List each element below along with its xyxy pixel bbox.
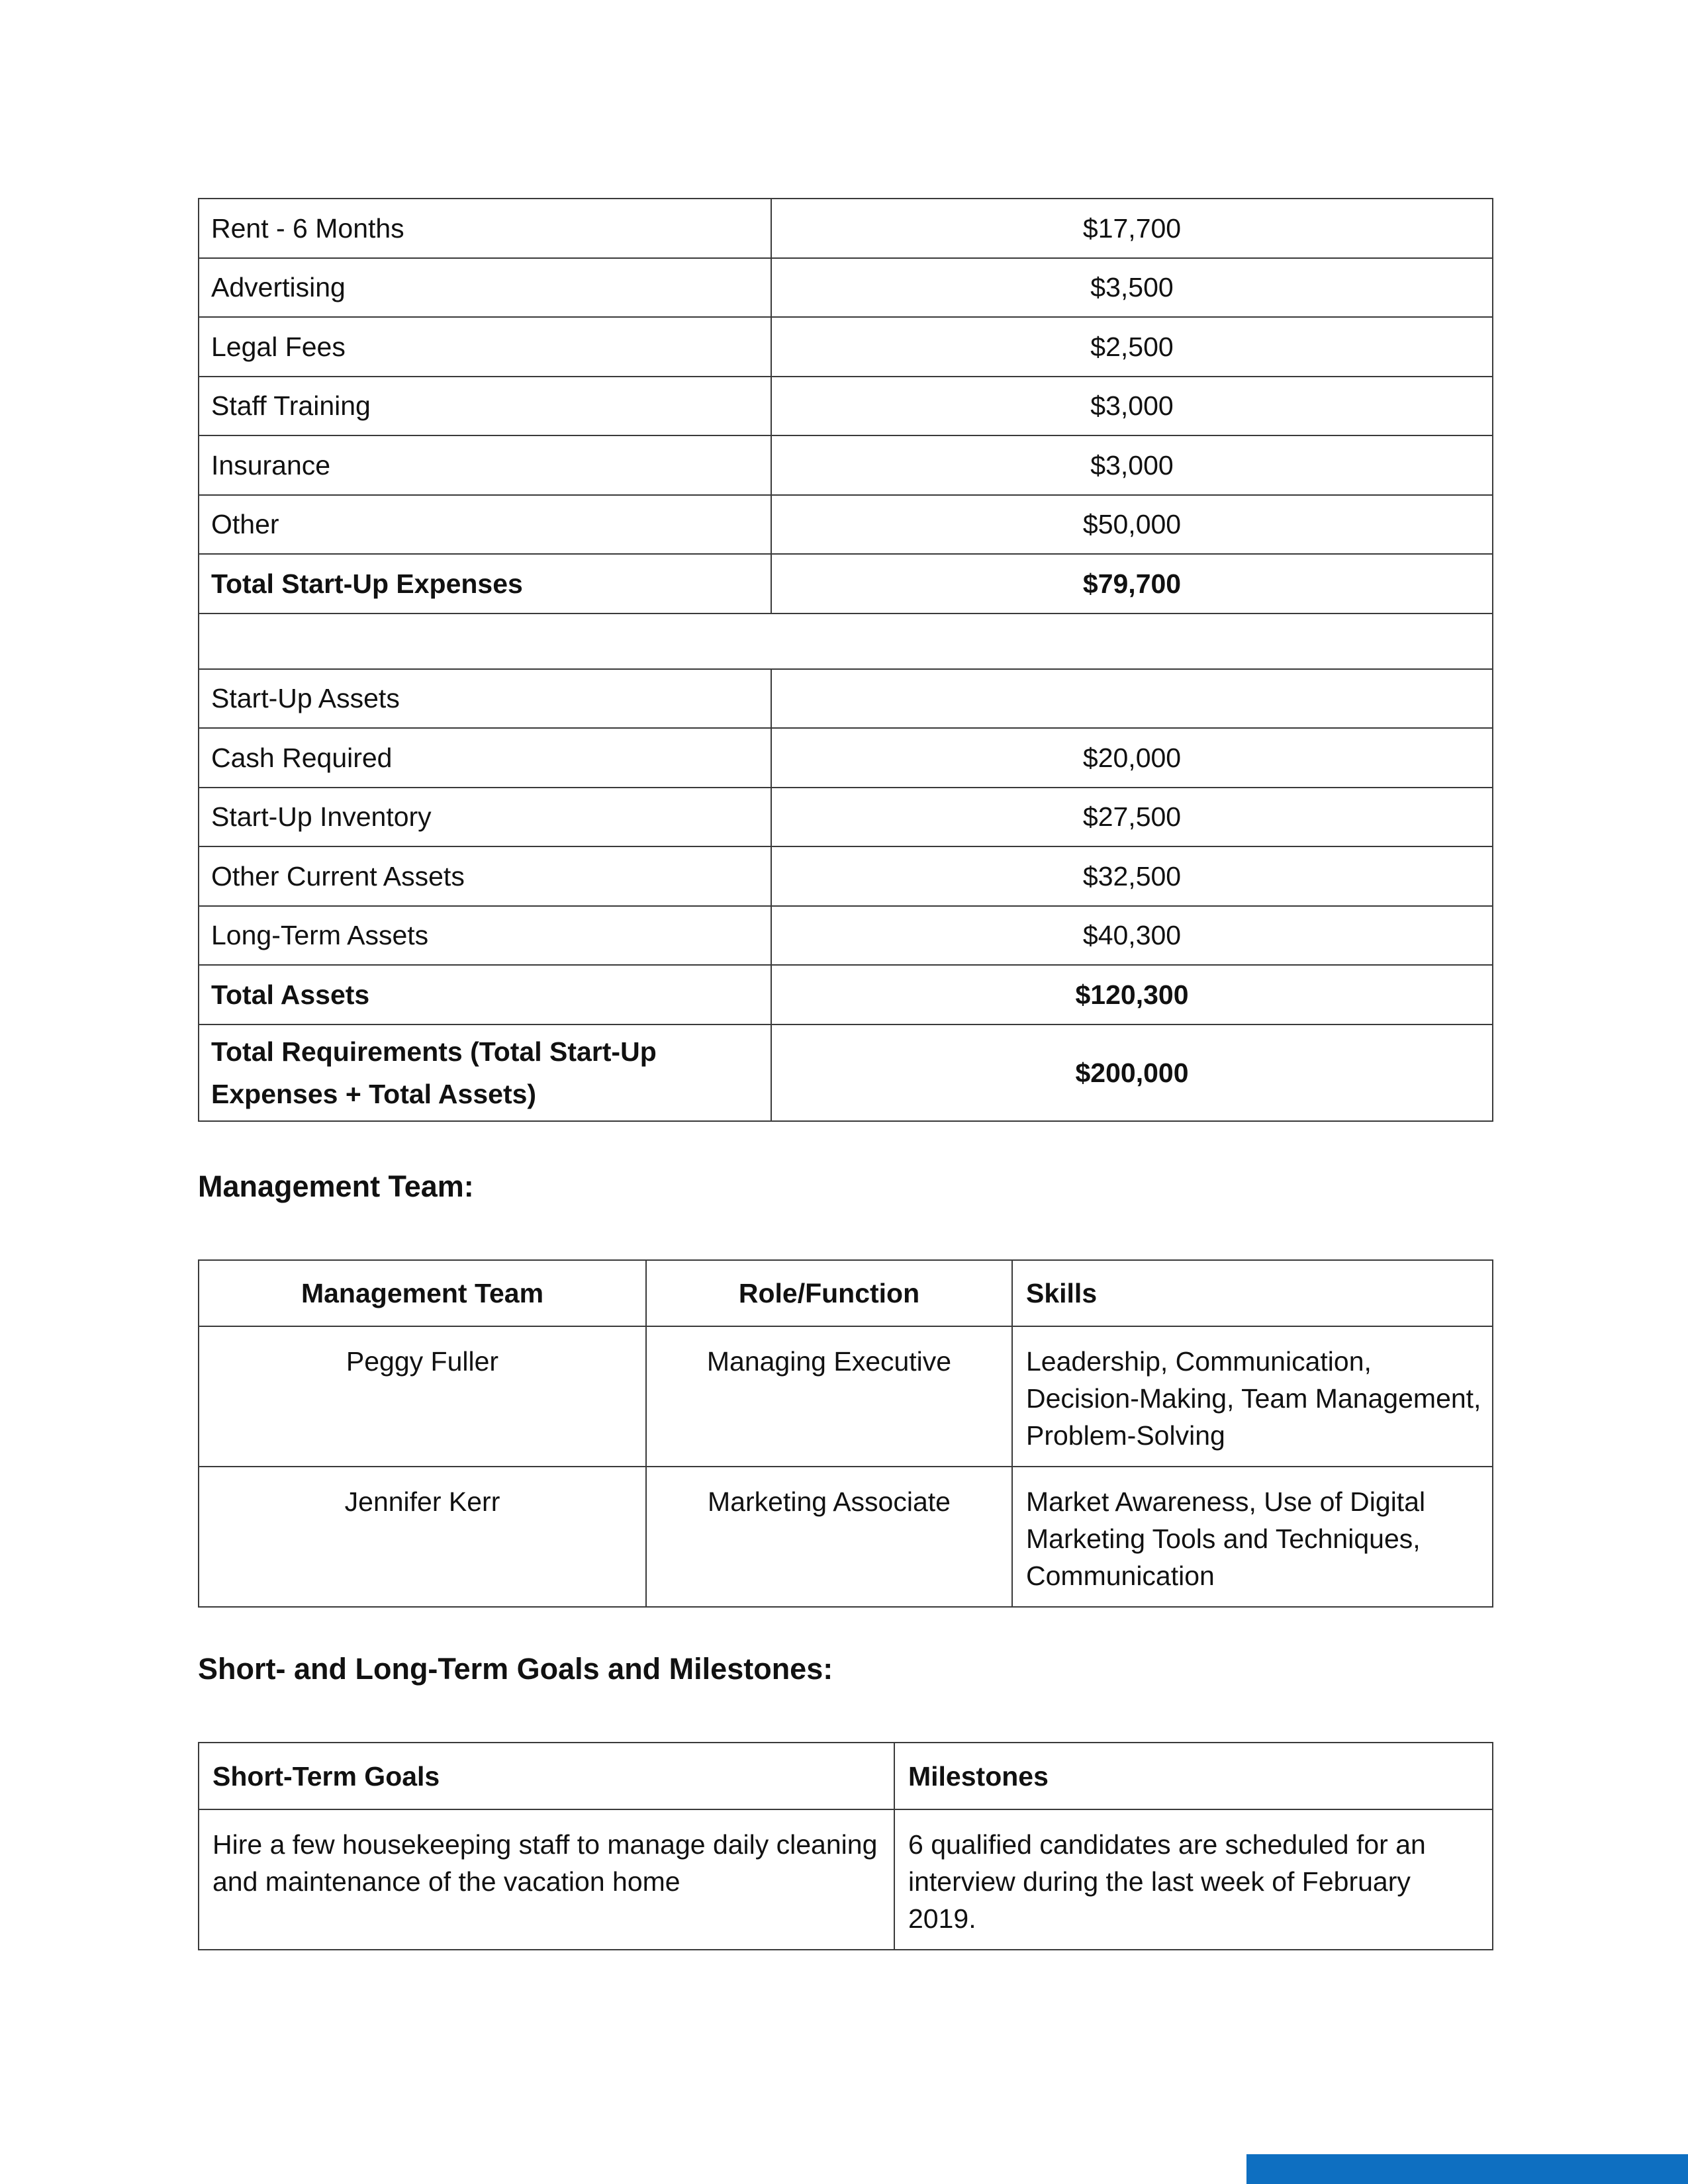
asset-amount: $32,500	[771, 846, 1493, 906]
empty-cell	[199, 614, 1493, 669]
expense-label: Staff Training	[199, 377, 771, 436]
milestone-text: 6 qualified candidates are scheduled for an interview during the last week of February 2019.	[894, 1809, 1493, 1950]
table-row	[199, 1809, 1493, 1950]
table-row	[199, 1326, 1493, 1467]
management-team-table	[198, 1259, 1493, 1608]
spacer-row	[199, 614, 1493, 669]
startup-costs-table	[198, 198, 1493, 1122]
asset-label: Other Current Assets	[199, 846, 771, 906]
total-assets-amount: $120,300	[771, 965, 1493, 1024]
expense-amount: $3,000	[771, 435, 1493, 495]
column-header-skills: Skills	[1012, 1260, 1493, 1326]
asset-label: Cash Required	[199, 728, 771, 788]
expense-label: Legal Fees	[199, 317, 771, 377]
table-row	[199, 495, 1493, 555]
total-assets-row	[199, 965, 1493, 1024]
assets-header-label: Start-Up Assets	[199, 669, 771, 729]
expense-amount: $50,000	[771, 495, 1493, 555]
table-row	[199, 906, 1493, 966]
expense-amount: $3,500	[771, 258, 1493, 318]
asset-amount: $27,500	[771, 788, 1493, 847]
total-expenses-row	[199, 554, 1493, 614]
total-expenses-amount: $79,700	[771, 554, 1493, 614]
member-name: Peggy Fuller	[199, 1326, 646, 1467]
member-role: Marketing Associate	[646, 1467, 1012, 1607]
column-header-management-team: Management Team	[199, 1260, 646, 1326]
expense-label: Advertising	[199, 258, 771, 318]
total-requirements-amount: $200,000	[771, 1024, 1493, 1121]
management-heading: Management Team:	[198, 1169, 474, 1203]
brand-footer-bar	[1246, 2154, 1688, 2184]
expense-label: Other	[199, 495, 771, 555]
member-role: Managing Executive	[646, 1326, 1012, 1467]
table-row	[199, 317, 1493, 377]
table-header-row	[199, 1260, 1493, 1326]
table-row	[199, 435, 1493, 495]
total-requirements-row	[199, 1024, 1493, 1121]
table-row	[199, 199, 1493, 258]
table-row	[199, 728, 1493, 788]
column-header-role: Role/Function	[646, 1260, 1012, 1326]
member-skills: Leadership, Communication, Decision-Making, Team Management, Problem-Solving	[1012, 1326, 1493, 1467]
table-row	[199, 377, 1493, 436]
member-skills: Market Awareness, Use of Digital Marketing Tools and Techniques, Communication	[1012, 1467, 1493, 1607]
table-header-row	[199, 1743, 1493, 1809]
table-row	[199, 788, 1493, 847]
total-expenses-label: Total Start-Up Expenses	[199, 554, 771, 614]
expense-label: Insurance	[199, 435, 771, 495]
table-row	[199, 1467, 1493, 1607]
member-name: Jennifer Kerr	[199, 1467, 646, 1607]
asset-amount: $40,300	[771, 906, 1493, 966]
expense-amount: $3,000	[771, 377, 1493, 436]
asset-label: Start-Up Inventory	[199, 788, 771, 847]
expense-amount: $17,700	[771, 199, 1493, 258]
goals-heading: Short- and Long-Term Goals and Milestones:	[198, 1652, 833, 1686]
assets-header-row	[199, 669, 1493, 729]
total-assets-label: Total Assets	[199, 965, 771, 1024]
table-row	[199, 258, 1493, 318]
asset-label: Long-Term Assets	[199, 906, 771, 966]
empty-cell	[771, 669, 1493, 729]
asset-amount: $20,000	[771, 728, 1493, 788]
column-header-short-term-goals: Short-Term Goals	[199, 1743, 894, 1809]
goals-milestones-table	[198, 1742, 1493, 1950]
total-requirements-label: Total Requirements (Total Start-Up Expenses + Total Assets)	[199, 1024, 771, 1121]
expense-amount: $2,500	[771, 317, 1493, 377]
expense-label: Rent - 6 Months	[199, 199, 771, 258]
goal-text: Hire a few housekeeping staff to manage daily cleaning and maintenance of the vacation home	[199, 1809, 894, 1950]
column-header-milestones: Milestones	[894, 1743, 1493, 1809]
table-row	[199, 846, 1493, 906]
